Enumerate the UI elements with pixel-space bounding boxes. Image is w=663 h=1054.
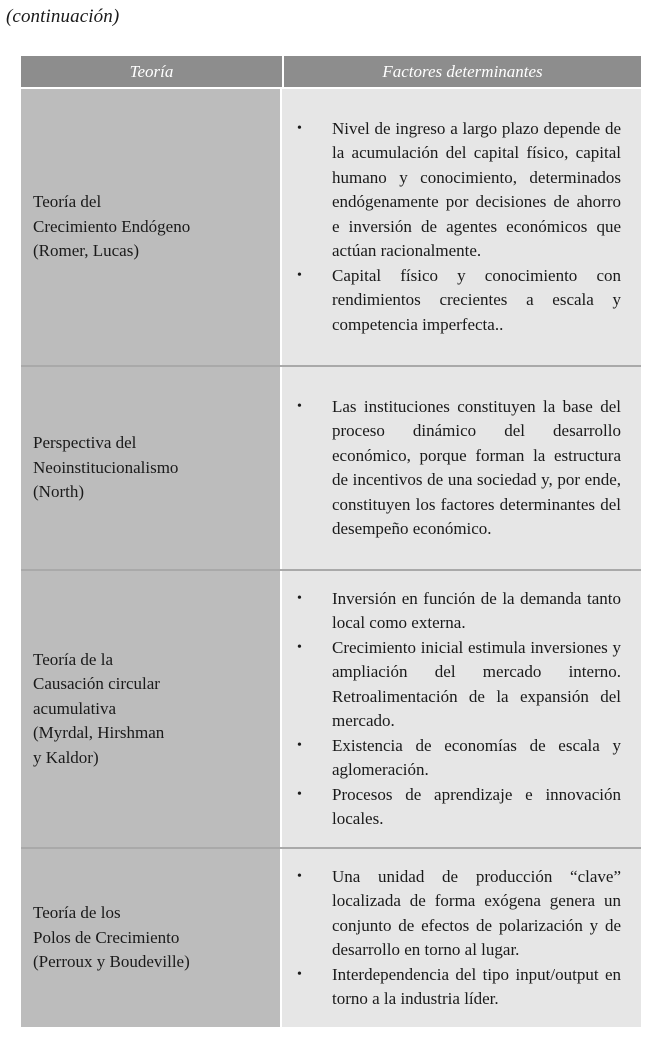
factor-item: • Las instituciones constituyen la base del proceso dinámico del desarrollo económico, porque forman la estructura de incentivos de una sociedad y, por ende, constituyen los factores determinantes del desempeño económico.	[297, 396, 621, 538]
bullet-icon: •	[297, 786, 302, 802]
table-row	[21, 849, 641, 1027]
factor-item: • Existencia de economías de escala y aglomeración.	[297, 735, 621, 779]
factors-list	[294, 587, 621, 832]
factor-item: • Procesos de aprendizaje e innovación locales.	[297, 784, 621, 828]
bullet-icon: •	[297, 590, 302, 606]
theory-line: (Perroux y Boudeville)	[33, 952, 190, 972]
header-theory: Teoría	[21, 56, 284, 87]
theory-line: Teoría del	[33, 192, 102, 212]
factors-cell	[282, 571, 641, 847]
bullet-icon: •	[297, 737, 302, 753]
factor-item: • Crecimiento inicial estimula inversiones y ampliación del mercado interno. Retroalimentación de la expansión del mercado.	[297, 637, 621, 730]
table-caption: (continuación)	[6, 6, 120, 27]
factors-list	[294, 117, 621, 338]
theory-line: Polos de Crecimiento	[33, 927, 180, 947]
theory-line: Crecimiento Endógeno	[33, 216, 191, 236]
theory-line: (Romer, Lucas)	[33, 241, 140, 261]
theory-line: Perspectiva del	[33, 433, 137, 453]
theory-line: (North)	[33, 482, 84, 502]
theory-line: Teoría de los	[33, 903, 121, 923]
factor-item: • Interdependencia del tipo input/output en torno a la industria líder.	[297, 964, 621, 1008]
theory-cell	[21, 849, 282, 1027]
table-row	[21, 571, 641, 849]
theory-line: Causación circular	[33, 674, 160, 694]
bullet-icon: •	[297, 120, 302, 136]
theory-line: (Myrdal, Hirshman	[33, 723, 165, 743]
factors-cell	[282, 367, 641, 569]
factors-list	[294, 865, 621, 1012]
theory-cell	[21, 571, 282, 847]
bullet-icon: •	[297, 267, 302, 283]
table-row	[21, 367, 641, 571]
factors-cell	[282, 849, 641, 1027]
bullet-icon: •	[297, 398, 302, 414]
theory-line: y Kaldor)	[33, 747, 99, 767]
factor-item: • Una unidad de producción “clave” localizada de forma exógena genera un conjunto de efectos de polarización y de desarrollo en torno al lugar.	[297, 866, 621, 959]
factors-cell	[282, 89, 641, 365]
factor-item: • Capital físico y conocimiento con rendimientos crecientes a escala y competencia imperfecta..	[297, 265, 621, 334]
factor-item: • Nivel de ingreso a largo plazo depende de la acumulación del capital físico, capital humano y conocimiento, determinados endógenamente por decisiones de ahorro e inversión de agentes económicos que actúan racionalmente.	[297, 118, 621, 261]
bullet-icon: •	[297, 868, 302, 884]
theory-line: Neoinstitucionalismo	[33, 457, 179, 477]
theory-cell	[21, 89, 282, 365]
bullet-icon: •	[297, 639, 302, 655]
table-header	[21, 56, 641, 89]
factors-list	[294, 395, 621, 542]
bullet-icon: •	[297, 966, 302, 982]
factor-item: • Inversión en función de la demanda tanto local como externa.	[297, 588, 621, 632]
theories-table	[21, 56, 641, 1027]
header-factors: Factores determinantes	[382, 61, 543, 81]
table-row	[21, 89, 641, 367]
theory-line: acumulativa	[33, 698, 117, 718]
theory-cell	[21, 367, 282, 569]
theory-line: Teoría de la	[33, 649, 113, 669]
